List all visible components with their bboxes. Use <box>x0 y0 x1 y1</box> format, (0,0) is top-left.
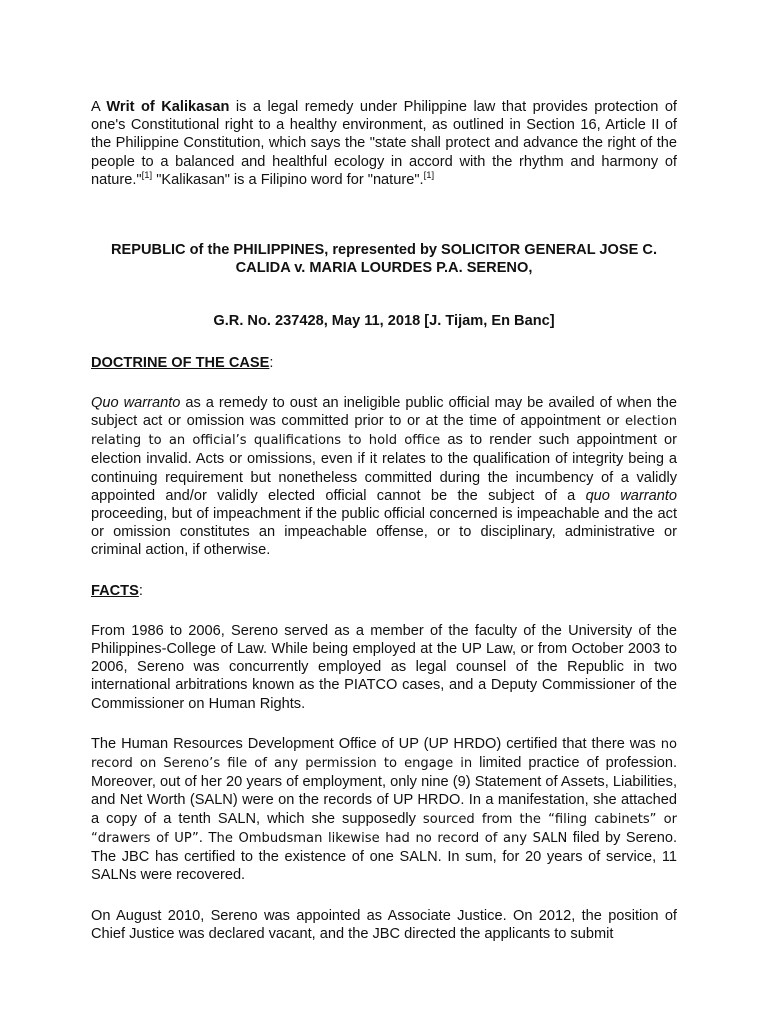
quo-warranto-term-1: Quo warranto <box>91 394 181 411</box>
doctrine-heading <box>91 354 677 372</box>
facts-heading <box>91 582 677 600</box>
doctrine-text-2: election relating to an official’s qualifications to hold office <box>91 414 677 449</box>
facts-paragraph-3: On August 2010, Sereno was appointed as Associate Justice. On 2012, the position of Chief Justice was declared vacant, and the JBC directed the applicants to submit <box>91 907 677 942</box>
doctrine-text-1: as a remedy to oust an ineligible public official may be availed of when the subject act or omission was committed prior to or at the time of appointment or <box>91 394 678 430</box>
facts-heading-label: FACTS <box>91 582 139 599</box>
facts-p2-text-a: The Human Resources Development Office of UP (UP HRDO) certified that there was <box>91 735 661 752</box>
footnote-ref-2[interactable]: [1] <box>423 169 435 181</box>
facts-p2-text-c: limited practice of profession. Moreover, out of her 20 years of employment, only nine (9) Statement of Assets, Liabilities, and Net Worth (SALN) were on the records of UP HRDO. In a manifestation, she attached a copy of a tenth SALN, which she supposedly <box>91 755 678 827</box>
quo-warranto-term-2: quo warranto <box>585 487 678 504</box>
facts-p2-text-b: no record on Sereno’s file of any permission to engage in <box>91 736 677 772</box>
facts-paragraph-1: From 1986 to 2006, Sereno served as a member of the faculty of the University of the Philippines-College of Law. While being employed at the UP Law, or from October 2003 to 2006, Sereno was concurrently employed as legal counsel of the Republic in two international arbitrations known as the PIATCO cases, and a Deputy Commissioner of the Commissioner on Human Rights. <box>91 622 677 712</box>
writ-of-kalikasan-term: Writ of Kalikasan <box>106 99 230 115</box>
doctrine-text-3: as to render such appointment or election invalid. Acts or omissions, even if it relates to the qualification of integrity being a continuing requirement but nonetheless committed during the incumbency of a validly appointed and/or validly elected official cannot be the subject of a <box>91 432 677 504</box>
doctrine-heading-label: DOCTRINE OF THE CASE <box>91 354 270 371</box>
intro-text-start: A <box>91 99 107 115</box>
intro-paragraph <box>91 98 677 189</box>
facts-heading-colon: : <box>138 582 143 599</box>
intro-text-body: is a legal remedy under Philippine law that provides protection of one's Constitutional right to a healthy environment, as outlined in Section 16, Article II of the Philippine Constitution, which says the "state shall protect and advance the right of the people to a balanced and healthful ecology in accord with the rhythm and harmony of nature." <box>91 99 677 188</box>
case-gr-number: G.R. No. 237428, May 11, 2018 [J. Tijam, En Banc] <box>213 313 555 330</box>
facts-paragraph-2 <box>91 735 677 885</box>
facts-p2-text-d: sourced from the “filing cabinets” or “drawers of UP”. The Ombudsman likewise had no record of any SALN <box>91 811 678 846</box>
footnote-ref-1[interactable]: [1] <box>141 169 153 181</box>
doctrine-paragraph <box>91 394 677 560</box>
case-title: REPUBLIC of the PHILIPPINES, represented by SOLICITOR GENERAL JOSE C. CALIDA v. MARIA LOURDES P.A. SERENO, <box>110 242 657 277</box>
doctrine-heading-colon: : <box>269 354 274 371</box>
intro-text-end: "Kalikasan" is a Filipino word for "nature". <box>152 171 424 188</box>
facts-p2-text-e: filed by Sereno. The JBC has certified to the existence of one SALN. In sum, for 20 years of service, 11 SALNs were recovered. <box>91 829 678 884</box>
doctrine-text-4: proceeding, but of impeachment if the public official concerned is impeachable and the act or omission constitutes an impeachable offense, or to disciplinary, administrative or criminal action, if otherwise. <box>91 506 677 559</box>
